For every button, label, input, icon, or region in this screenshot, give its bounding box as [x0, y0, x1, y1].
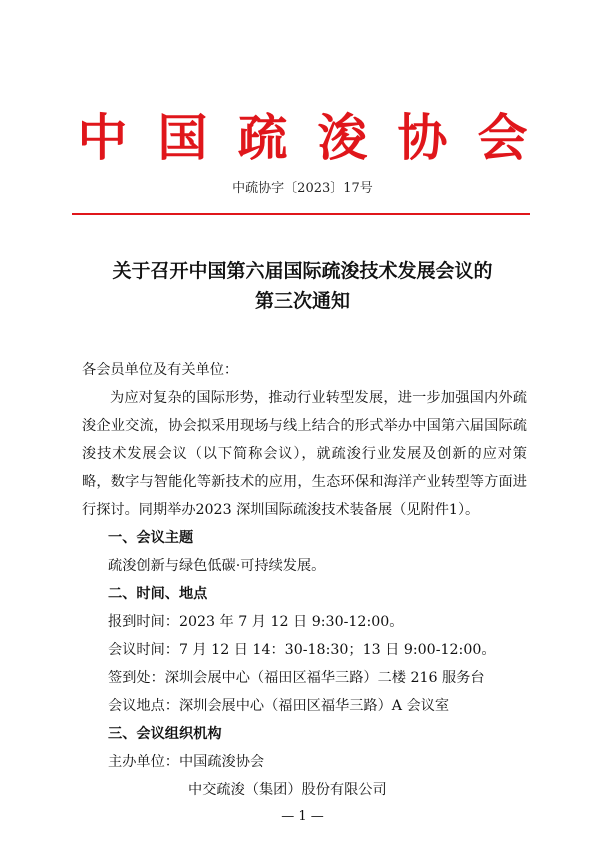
meeting-venue: 会议地点：深圳会展中心（福田区福华三路）A 会议室 [108, 698, 450, 714]
notice-body [82, 356, 527, 804]
section-heading-theme: 一、会议主题 [108, 530, 194, 546]
theme-content: 疏浚创新与绿色低碳·可持续发展。 [108, 558, 326, 574]
check-in-location: 签到处：深圳会展中心（福田区福华三路）二楼 216 服务台 [108, 670, 485, 686]
page-number: — 1 — [281, 809, 324, 824]
meeting-time: 会议时间：7 月 12 日 14：30-18:30；13 日 9:00-12:00。 [108, 642, 496, 658]
red-divider-line [72, 213, 530, 215]
registration-time: 报到时间：2023 年 7 月 12 日 9:30-12:00。 [108, 614, 404, 630]
organization-title: 中国疏浚协会 [77, 108, 558, 167]
host-organizer: 主办单位：中国疏浚协会 [108, 754, 265, 770]
intro-paragraph: 为应对复杂的国际形势，推动行业转型发展，进一步加强国内外疏浚企业交流，协会拟采用现场与线上结合的形式举办中国第六届国际疏浚技术发展会议（以下简称会议），就疏浚行业发展及创新的应对策略，数字与智能化等新技术的应用，生态环保和海洋产业转型等方面进行探讨。同期举办2023 深圳国际疏浚技术装备展（见附件1）。 [82, 390, 527, 518]
section-heading-organizers: 三、会议组织机构 [108, 726, 222, 742]
section-heading-time-place: 二、时间、地点 [108, 586, 208, 602]
notice-title-line-2: 第三次通知 [254, 290, 350, 312]
document-number: 中疏协字〔2023〕17号 [232, 181, 373, 196]
notice-title [60, 256, 545, 316]
host-organizer-2: 中交疏浚（集团）股份有限公司 [188, 782, 387, 798]
notice-title-line-1: 关于召开中国第六届国际疏浚技术发展会议的 [112, 260, 493, 282]
salutation: 各会员单位及有关单位： [82, 362, 239, 378]
